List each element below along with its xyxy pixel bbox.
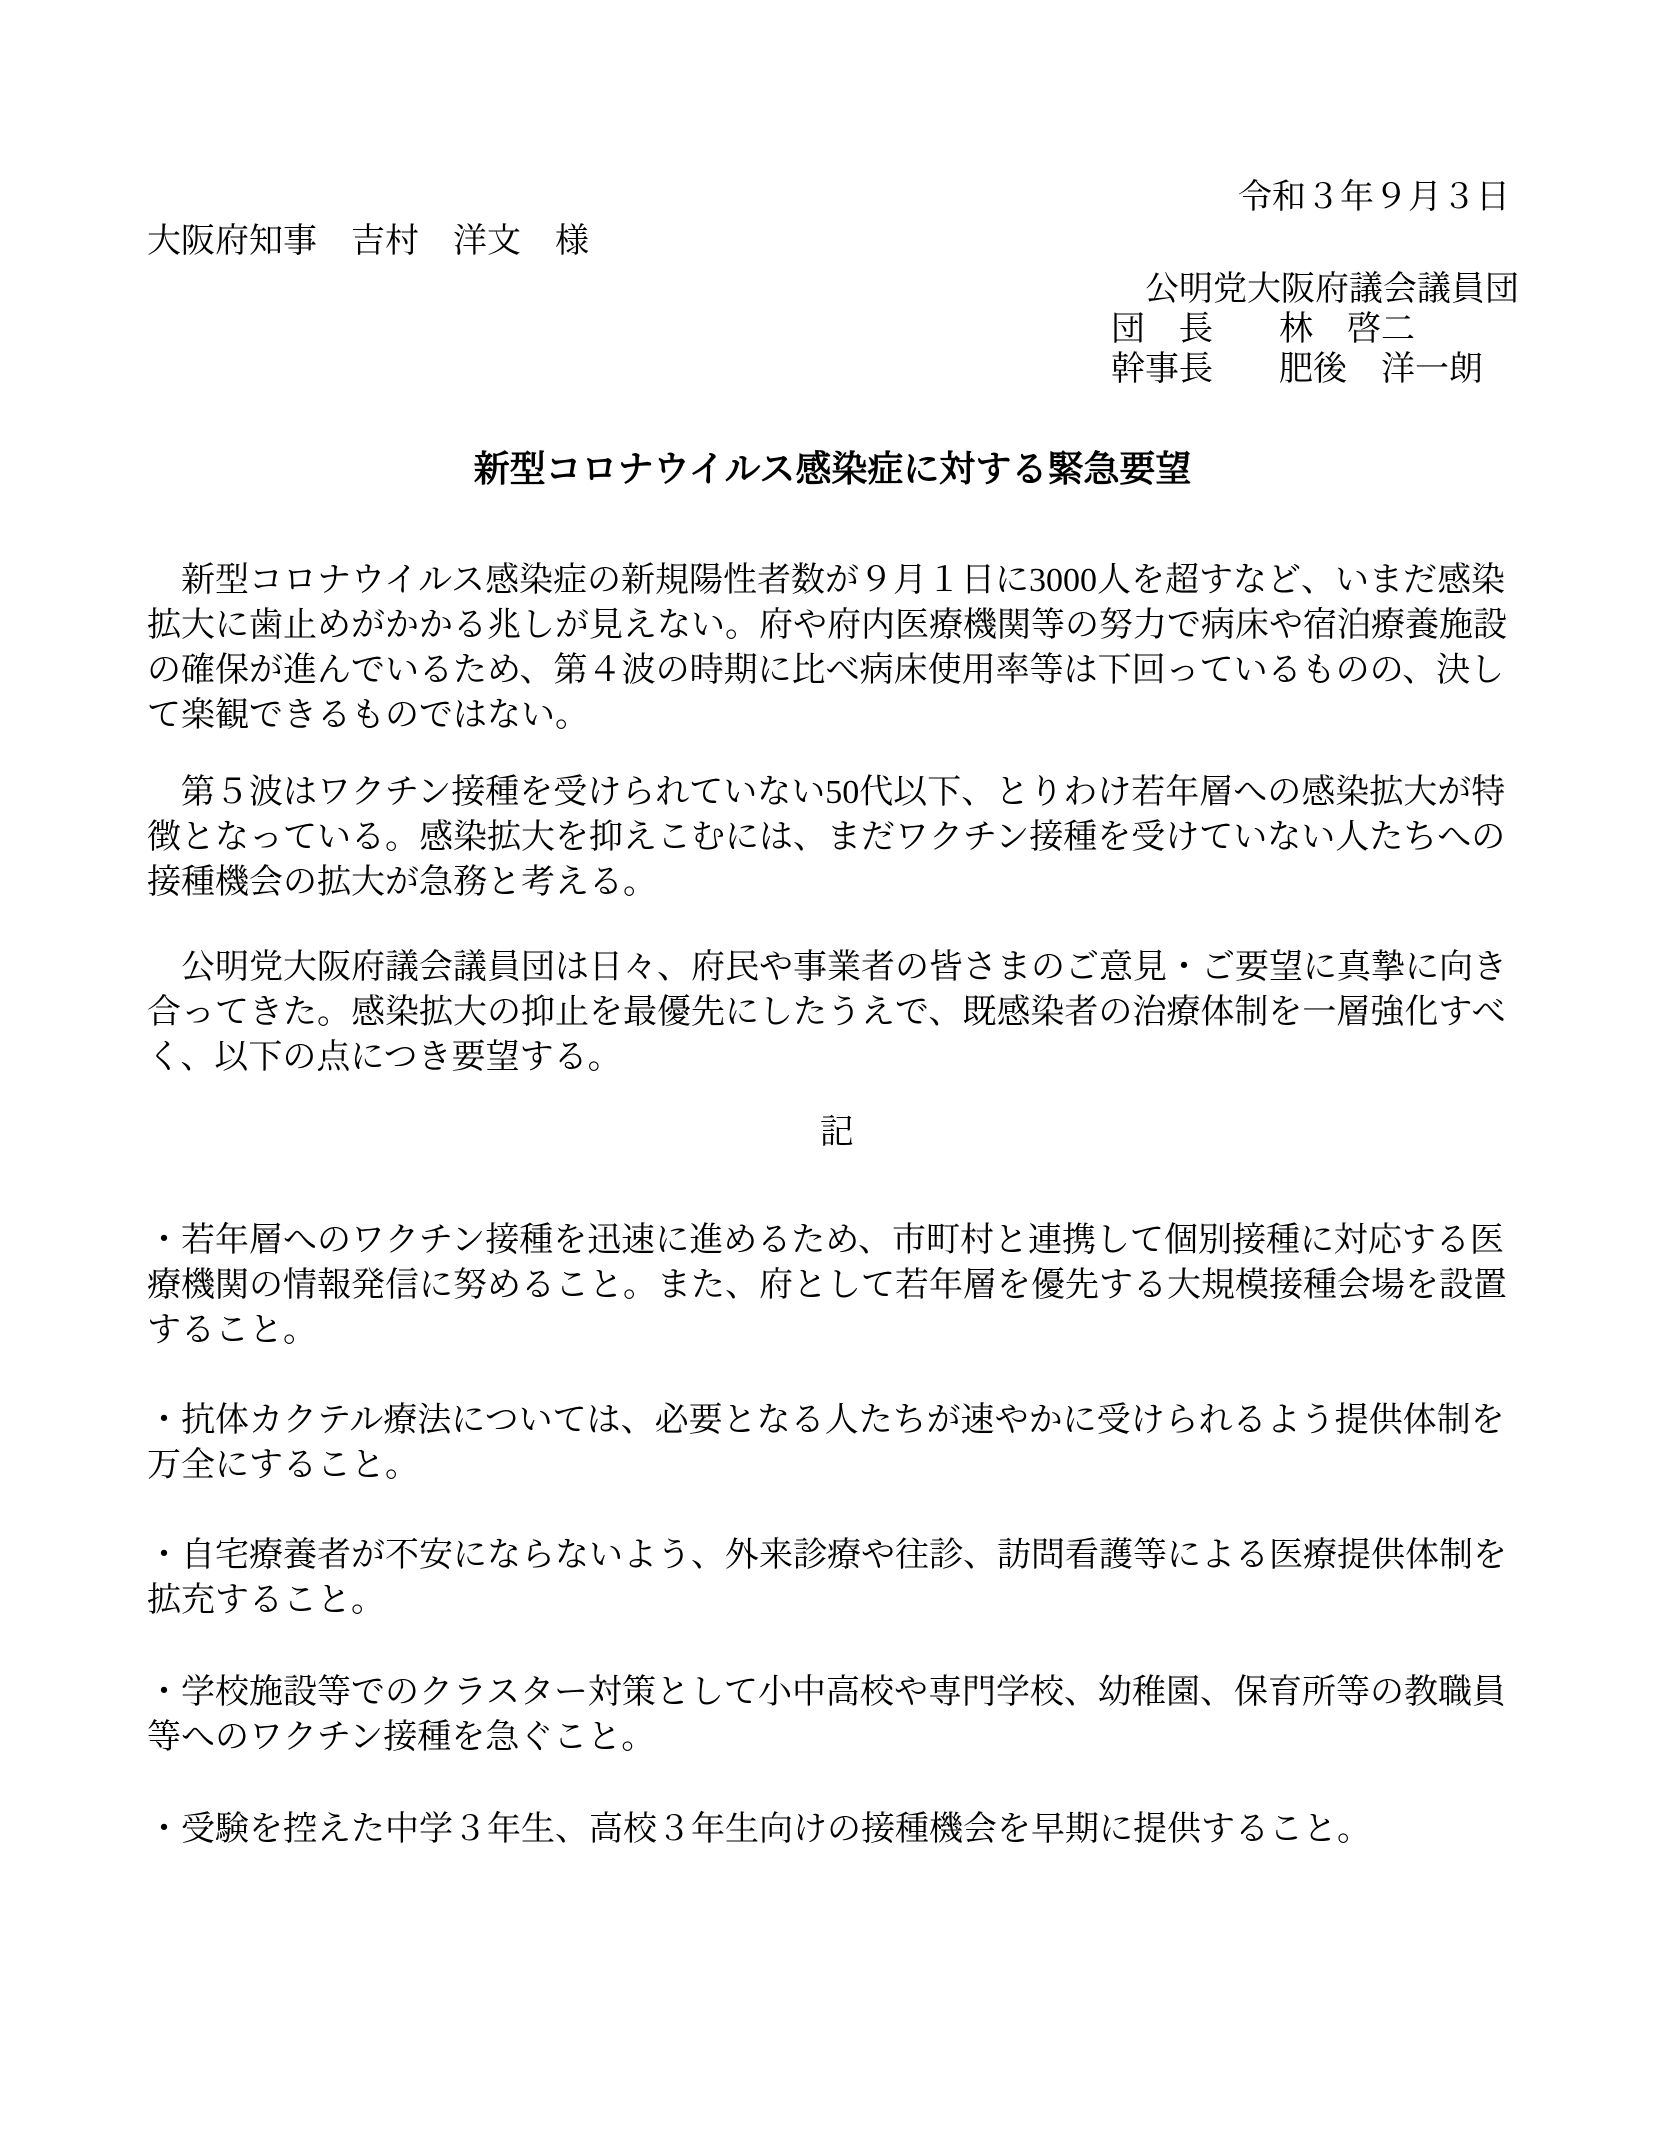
request-item-1 [147,1218,1527,1353]
sender-leader-title: 団 長 [1111,311,1213,348]
sender-block [1111,270,1665,390]
sender-secretary-name: 肥後 洋一朗 [1279,351,1483,388]
document-title: 新型コロナウイルス感染症に対する緊急要望 [473,449,1192,489]
text-line: 新型コロナウイルス感染症の新規陽性者数が９月１日に3000人を超すなど、いまだ感染 [147,562,1505,599]
paragraph-2 [147,770,1527,905]
request-item-5 [147,1807,1527,1852]
text-line: の確保が進んでいるため、第４波の時期に比べ病床使用率等は下回っているものの、決し [147,652,1505,689]
text-line: 拡大に歯止めがかかる兆しが見えない。府や府内医療機関等の努力で病床や宿泊療養施設 [147,607,1507,644]
text-line: 万全にすること。 [147,1447,419,1484]
paragraph-1 [147,558,1527,738]
sender-leader-line [1111,310,1665,350]
document-date: 令和３年９月３日 [1238,179,1510,216]
text-line: 接種機会の拡大が急務と考える。 [147,864,657,901]
addressee-line: 大阪府知事 吉村 洋文 様 [147,223,589,260]
text-line: すること。 [147,1312,317,1349]
sender-leader-name: 林 啓二 [1279,311,1415,348]
text-line: 合ってきた。感染拡大の抑止を最優先にしたうえで、既感染者の治療体制を一層強化すべ [147,994,1506,1031]
text-line: ・受験を控えた中学３年生、高校３年生向けの接種機会を早期に提供すること。 [147,1811,1371,1848]
request-item-4 [147,1670,1527,1760]
document-body [147,558,1527,1852]
text-line: 徴となっている。感染拡大を抑えこむには、まだワクチン接種を受けていない人たちへの [147,819,1506,856]
text-line: 療機関の情報発信に努めること。また、府として若年層を優先する大規模接種会場を設置 [147,1267,1507,1304]
sender-organization: 公明党大阪府議会議員団 [1145,271,1519,308]
text-line: く、以下の点につき要望する。 [147,1039,622,1076]
record-marker: 記 [820,1114,854,1151]
text-line: 第５波はワクチン接種を受けられていない50代以下、とりわけ若年層への感染拡大が特 [147,774,1506,811]
paragraph-3 [147,945,1527,1080]
sender-secretary-title: 幹事長 [1111,351,1213,388]
request-item-3 [147,1533,1527,1623]
text-line: 公明党大阪府議会議員団は日々、府民や事業者の皆さまのご意見・ご要望に真摯に向き [147,949,1507,986]
text-line: ・自宅療養者が不安にならないよう、外来診療や往診、訪問看護等による医療提供体制を [147,1537,1507,1574]
text-line: ・若年層へのワクチン接種を迅速に進めるため、市町村と連携して個別接種に対応する医 [147,1222,1504,1259]
request-item-2 [147,1398,1527,1488]
text-line: 拡充すること。 [147,1582,385,1619]
text-line: て楽観できるものではない。 [147,697,589,734]
text-line: ・抗体カクテル療法については、必要となる人たちが速やかに受けられるよう提供体制を [147,1402,1505,1439]
sender-secretary-line [1111,350,1665,390]
text-line: ・学校施設等でのクラスター対策として小中高校や専門学校、幼稚園、保育所等の教職員 [147,1674,1506,1711]
text-line: 等へのワクチン接種を急ぐこと。 [147,1719,656,1756]
